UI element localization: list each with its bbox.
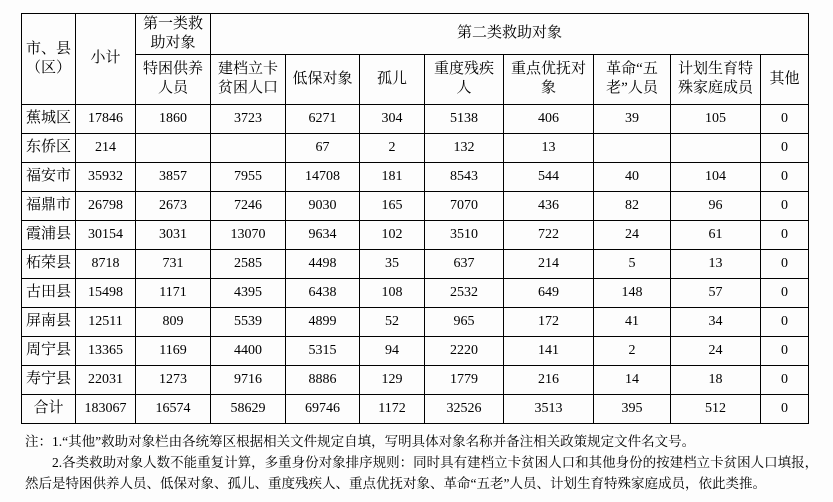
table-cell: 165: [360, 191, 425, 220]
table-cell: 0: [761, 133, 809, 162]
table-cell: 0: [761, 104, 809, 133]
table-cell: 0: [761, 336, 809, 365]
table-cell: 102: [360, 220, 425, 249]
table-cell: 304: [360, 104, 425, 133]
table-cell: 1273: [136, 365, 211, 394]
table-cell: 57: [671, 278, 761, 307]
region-cell: 柘荣县: [22, 249, 76, 278]
header-class2-col-poverty-registered: 建档立卡贫困人口: [211, 54, 286, 104]
table-cell: 3723: [211, 104, 286, 133]
footnote-2: 2.各类救助对象人数不能重复计算，多重身份对象排序规则：同时具有建档立卡贫困人口和其他身份的按建档立卡贫困人口填报，然后是特困供养人员、低保对象、孤儿、重度残疾人、重点优抚对象、革命“五老”人员、计划生育特殊家庭成员，依此类推。: [25, 454, 819, 492]
table-cell: 1779: [425, 365, 504, 394]
table-cell: 18: [671, 365, 761, 394]
table-cell: 15498: [76, 278, 136, 307]
table-cell: 2220: [425, 336, 504, 365]
assistance-recipients-table: [21, 13, 809, 424]
table-cell: 8543: [425, 162, 504, 191]
header-class2-col-preferential-care: 重点优抚对象: [504, 54, 594, 104]
region-cell: 福鼎市: [22, 191, 76, 220]
table-cell: [671, 133, 761, 162]
header-row-2: [22, 54, 809, 104]
table-cell: 0: [761, 394, 809, 423]
table-cell: [594, 133, 671, 162]
table-cell: 108: [360, 278, 425, 307]
table-cell: 7246: [211, 191, 286, 220]
region-cell: 寿宁县: [22, 365, 76, 394]
table-cell: 731: [136, 249, 211, 278]
table-cell: 41: [594, 307, 671, 336]
table-cell: 0: [761, 220, 809, 249]
table-cell: 39: [594, 104, 671, 133]
table-cell: 0: [761, 307, 809, 336]
table-cell: [211, 133, 286, 162]
region-cell: 周宁县: [22, 336, 76, 365]
table-cell: 5315: [286, 336, 360, 365]
total-label-cell: 合计: [22, 394, 76, 423]
table-cell: 13070: [211, 220, 286, 249]
table-cell: 52: [360, 307, 425, 336]
table-header: [22, 14, 809, 105]
table-cell: 395: [594, 394, 671, 423]
table-cell: 512: [671, 394, 761, 423]
table-cell: 35: [360, 249, 425, 278]
table-row: [22, 336, 809, 365]
region-cell: 福安市: [22, 162, 76, 191]
table-cell: 8886: [286, 365, 360, 394]
table-row: [22, 249, 809, 278]
table-row: [22, 133, 809, 162]
table-cell: 2532: [425, 278, 504, 307]
header-row-1: [22, 14, 809, 55]
table-cell: 26798: [76, 191, 136, 220]
table-cell: 30154: [76, 220, 136, 249]
table-cell: 148: [594, 278, 671, 307]
header-class2-col-revolution-elders: 革命“五老”人员: [594, 54, 671, 104]
table-cell: 35932: [76, 162, 136, 191]
header-class2-col-severe-disability: 重度残疾人: [425, 54, 504, 104]
table-cell: 8718: [76, 249, 136, 278]
table-cell: 183067: [76, 394, 136, 423]
region-cell: 东侨区: [22, 133, 76, 162]
table-cell: 9716: [211, 365, 286, 394]
table-cell: 5138: [425, 104, 504, 133]
table-cell: 214: [504, 249, 594, 278]
table-cell: 0: [761, 278, 809, 307]
table-cell: 24: [671, 336, 761, 365]
header-subtotal: 小计: [76, 14, 136, 105]
table-cell: 9030: [286, 191, 360, 220]
header-class1-sub: 特困供养人员: [136, 54, 211, 104]
table-cell: 544: [504, 162, 594, 191]
table-cell: 82: [594, 191, 671, 220]
table-cell: 3510: [425, 220, 504, 249]
table-cell: 1172: [360, 394, 425, 423]
table-cell: 58629: [211, 394, 286, 423]
table-cell: 61: [671, 220, 761, 249]
table-cell: 22031: [76, 365, 136, 394]
table-cell: 5: [594, 249, 671, 278]
header-class2-col-subsistence: 低保对象: [286, 54, 360, 104]
table-cell: 129: [360, 365, 425, 394]
table-cell: [136, 133, 211, 162]
table-cell: 132: [425, 133, 504, 162]
table-cell: 0: [761, 365, 809, 394]
table-cell: 141: [504, 336, 594, 365]
footnotes: [25, 431, 831, 495]
table-cell: 32526: [425, 394, 504, 423]
table-cell: 0: [761, 249, 809, 278]
table-cell: 24: [594, 220, 671, 249]
table-cell: 406: [504, 104, 594, 133]
table-cell: 40: [594, 162, 671, 191]
table-row: [22, 278, 809, 307]
header-class2-col-family-planning: 计划生育特殊家庭成员: [671, 54, 761, 104]
table-cell: 7070: [425, 191, 504, 220]
table-row: [22, 365, 809, 394]
table-cell: 17846: [76, 104, 136, 133]
table-row: [22, 220, 809, 249]
table-body: [22, 104, 809, 423]
header-class2-col-orphans: 孤儿: [360, 54, 425, 104]
table-cell: 436: [504, 191, 594, 220]
table-cell: 214: [76, 133, 136, 162]
table-cell: 5539: [211, 307, 286, 336]
header-class1-group: 第一类救助对象: [136, 14, 211, 55]
table-cell: 1860: [136, 104, 211, 133]
table-row: [22, 191, 809, 220]
table-cell: 67: [286, 133, 360, 162]
table-cell: 6271: [286, 104, 360, 133]
table-cell: 2: [594, 336, 671, 365]
header-region: 市、县（区）: [22, 14, 76, 105]
table-cell: 94: [360, 336, 425, 365]
table-cell: 96: [671, 191, 761, 220]
region-cell: 霞浦县: [22, 220, 76, 249]
table-cell: 0: [761, 191, 809, 220]
table-cell: 2585: [211, 249, 286, 278]
table-cell: 6438: [286, 278, 360, 307]
table-cell: 2673: [136, 191, 211, 220]
table-cell: 172: [504, 307, 594, 336]
table-cell: 105: [671, 104, 761, 133]
table-cell: 3031: [136, 220, 211, 249]
footnote-1: 注：1.“其他”救助对象栏由各统筹区根据相关文件规定自填，写明具体对象名称并备注相关政策规定文件名文号。: [25, 433, 696, 449]
header-class2-group: 第二类救助对象: [211, 14, 809, 55]
table-cell: 3857: [136, 162, 211, 191]
total-row: [22, 394, 809, 423]
table-cell: 16574: [136, 394, 211, 423]
table-cell: 12511: [76, 307, 136, 336]
table-cell: 965: [425, 307, 504, 336]
table-cell: 34: [671, 307, 761, 336]
table-cell: 13: [671, 249, 761, 278]
table-cell: 1169: [136, 336, 211, 365]
table-row: [22, 307, 809, 336]
region-cell: 蕉城区: [22, 104, 76, 133]
table-cell: 14: [594, 365, 671, 394]
table-cell: 3513: [504, 394, 594, 423]
table-cell: 4395: [211, 278, 286, 307]
table-row: [22, 162, 809, 191]
table-cell: 9634: [286, 220, 360, 249]
table-cell: 7955: [211, 162, 286, 191]
table-cell: 13: [504, 133, 594, 162]
header-class2-col-other: 其他: [761, 54, 809, 104]
table-cell: 69746: [286, 394, 360, 423]
table-cell: 4899: [286, 307, 360, 336]
table-cell: 649: [504, 278, 594, 307]
table-cell: 809: [136, 307, 211, 336]
table-cell: 181: [360, 162, 425, 191]
table-cell: 104: [671, 162, 761, 191]
table-cell: 0: [761, 162, 809, 191]
table-cell: 1171: [136, 278, 211, 307]
table-cell: 637: [425, 249, 504, 278]
table-cell: 13365: [76, 336, 136, 365]
table-cell: 2: [360, 133, 425, 162]
table-cell: 4400: [211, 336, 286, 365]
region-cell: 古田县: [22, 278, 76, 307]
table-row: [22, 104, 809, 133]
table-cell: 216: [504, 365, 594, 394]
table-cell: 14708: [286, 162, 360, 191]
region-cell: 屏南县: [22, 307, 76, 336]
table-cell: 4498: [286, 249, 360, 278]
table-cell: 722: [504, 220, 594, 249]
